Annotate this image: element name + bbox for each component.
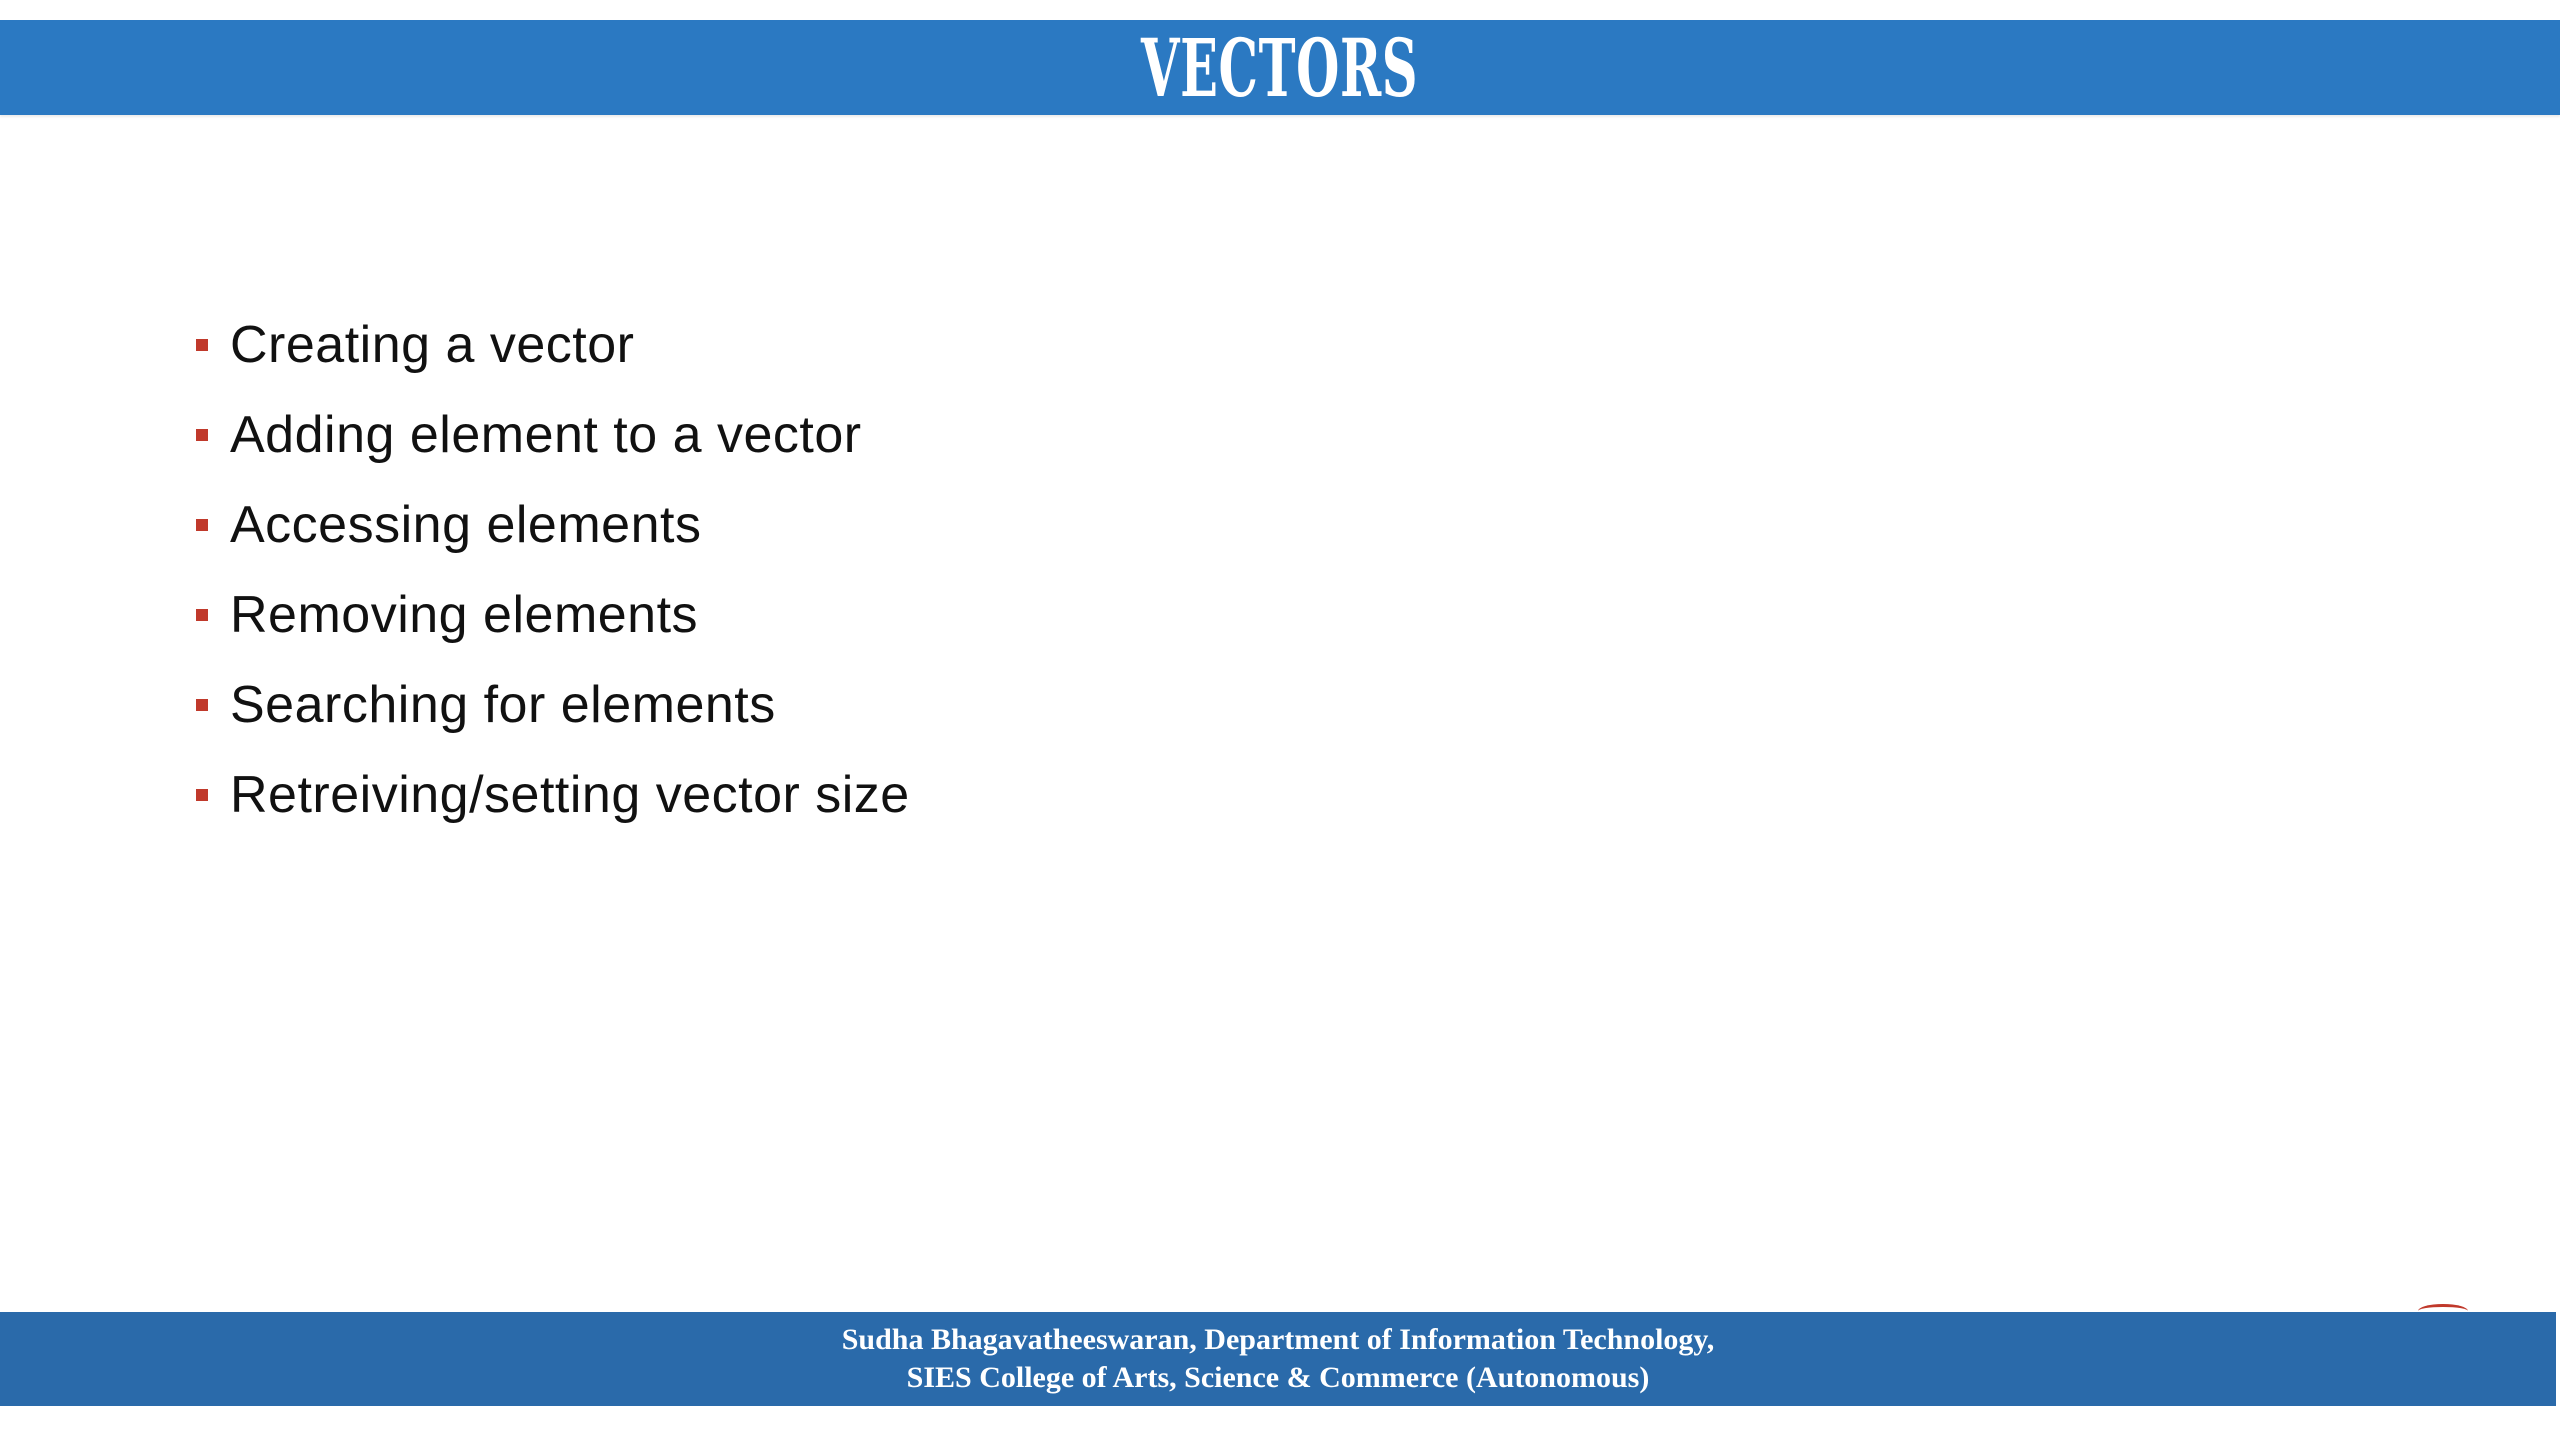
square-bullet-icon xyxy=(196,339,208,351)
footer-college-line: SIES College of Arts, Science & Commerce (Autonomous) xyxy=(906,1361,1650,1394)
list-item xyxy=(196,480,910,570)
list-item xyxy=(196,660,910,750)
list-item xyxy=(196,570,910,660)
bullet-text: Searching for elements xyxy=(230,676,776,734)
bullet-text: Removing elements xyxy=(230,586,699,644)
footer-author-line: Sudha Bhagavatheeswaran, Department of Information Technology, xyxy=(841,1323,1715,1356)
list-item xyxy=(196,300,910,390)
square-bullet-icon xyxy=(196,429,208,441)
list-item xyxy=(196,750,910,840)
bullet-list xyxy=(196,300,910,840)
slide-title: VECTORS xyxy=(1141,20,1419,115)
title-bar xyxy=(0,20,2560,115)
bullet-text: Adding element to a vector xyxy=(230,406,862,464)
bullet-text: Creating a vector xyxy=(230,316,635,374)
bullet-text: Retreiving/setting vector size xyxy=(230,766,910,824)
footer-bar xyxy=(0,1312,2556,1406)
square-bullet-icon xyxy=(196,789,208,801)
list-item xyxy=(196,390,910,480)
square-bullet-icon xyxy=(196,609,208,621)
square-bullet-icon xyxy=(196,699,208,711)
bullet-text: Accessing elements xyxy=(230,496,702,554)
square-bullet-icon xyxy=(196,519,208,531)
